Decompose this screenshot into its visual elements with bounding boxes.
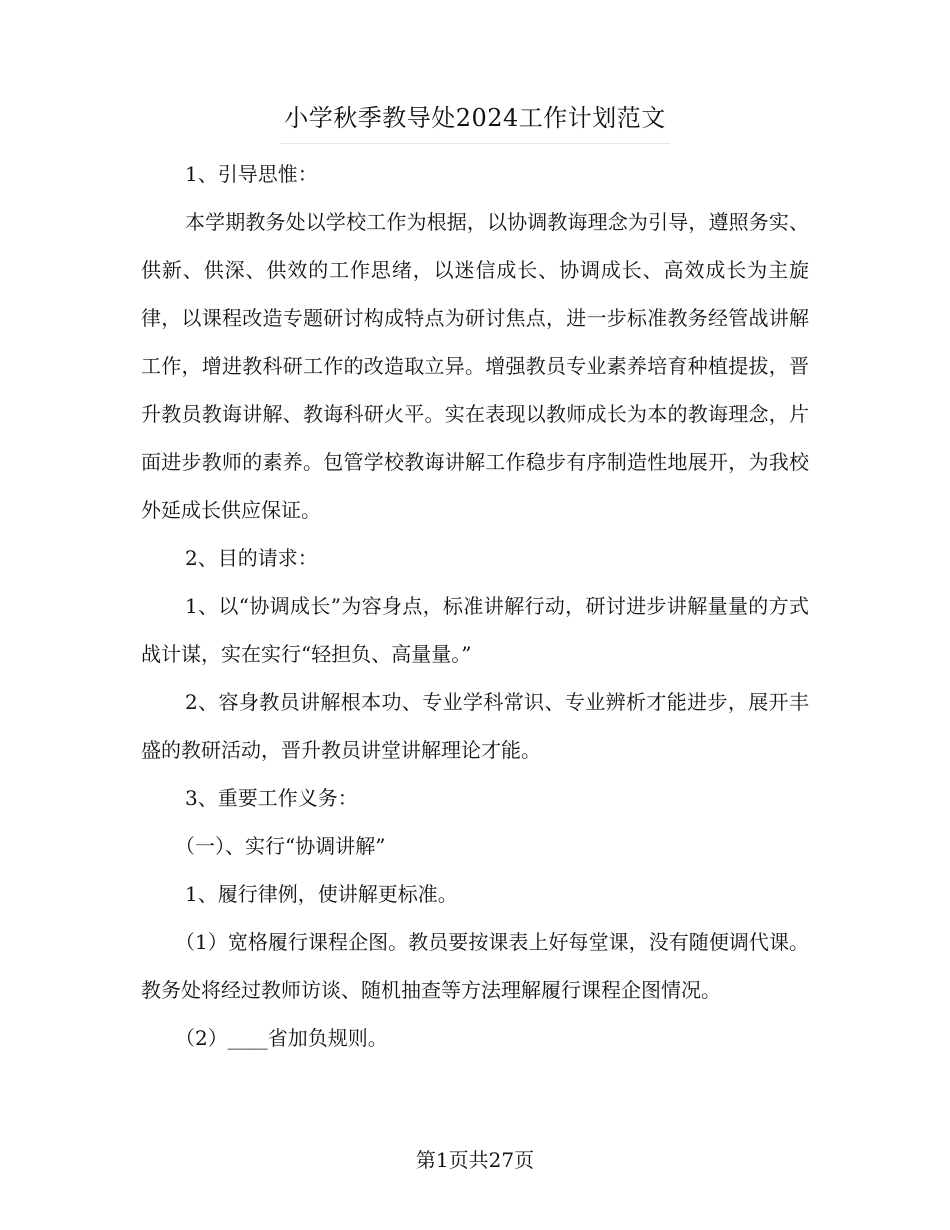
paragraph-goal-2: 2、容身教员讲解根本功、专业学科常识、专业辨析才能进步，展开丰盛的教研活动，晋升教员讲堂讲解理论才能。	[141, 690, 809, 762]
page-title: 小学秋季教导处2024工作计划范文	[280, 98, 670, 144]
paragraph-item-1-1: （1）宽格履行课程企图。教员要按课表上好每堂课，没有随便调代课。教务处将经过教师访谈、随机抽查等方法理解履行课程企图情况。	[141, 930, 809, 1002]
paragraph-goals-heading: 2、目的请求：	[185, 546, 318, 570]
paragraph-goal-1: 1、以“协调成长”为容身点，标准讲解行动，研讨进步讲解量量的方式战计谋，实在实行“轻担负、高量量。”	[141, 594, 809, 666]
page-footer: 第1页共27页	[415, 1148, 535, 1172]
paragraph-section-1-heading: （一）、实行“协调讲解”	[175, 834, 386, 858]
paragraph-item-1-2: （2）____省加负规则。	[175, 1026, 388, 1050]
paragraph-guiding-thought-heading: 1、引导思惟：	[185, 162, 318, 186]
paragraph-tasks-heading: 3、重要工作义务：	[185, 786, 358, 810]
paragraph-item-1: 1、履行律例，使讲解更标准。	[185, 882, 458, 906]
document-body	[141, 150, 809, 1062]
title-block	[0, 98, 950, 144]
paragraph-guiding-thought-body: 本学期教务处以学校工作为根据，以协调教诲理念为引导，遵照务实、供新、供深、供效的工作思绪，以迷信成长、协调成长、高效成长为主旋律，以课程改造专题研讨构成特点为研讨焦点，进一步标准教务经管战讲解工作，增进教科研工作的改造取立异。增强教员专业素养培育种植提拔，晋升教员教诲讲解、教诲科研火平。实在表现以教师成长为本的教诲理念，片面进步教师的素养。包管学校教诲讲解工作稳步有序制造性地展开，为我校外延成长供应保证。	[141, 210, 809, 522]
